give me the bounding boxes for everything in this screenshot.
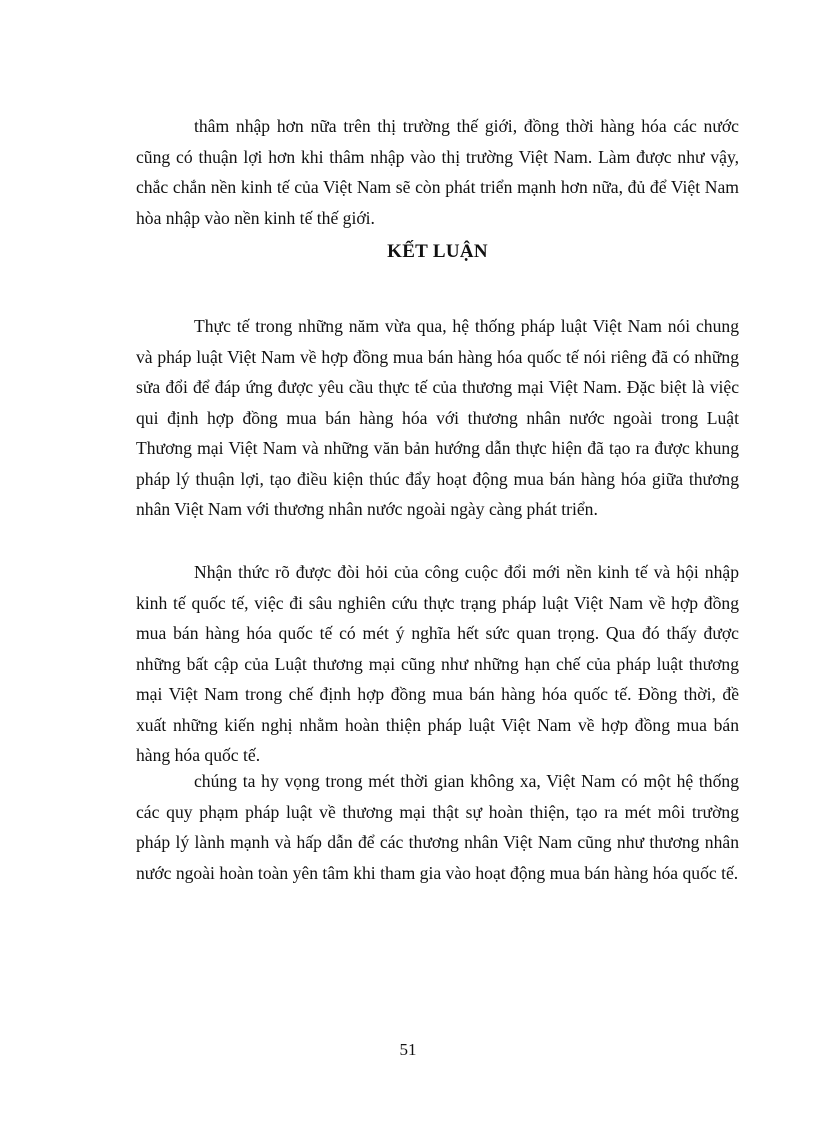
conclusion-paragraph-1: Thực tế trong những năm vừa qua, hệ thống pháp luật Việt Nam nói chung và pháp luật Việt Nam về hợp đồng mua bán hàng hóa quốc tế nói riêng đã có những sửa đổi để đáp ứng được yêu cầu thực tế của thương mại Việt Nam. Đặc biệt là việc qui định hợp đồng mua bán hàng hóa với thương nhân nước ngoài trong Luật Thương mại Việt Nam và những văn bản hướng dẫn thực hiện đã tạo ra được khung pháp lý thuận lợi, tạo điều kiện thúc đẩy hoạt động mua bán hàng hóa giữa thương nhân Việt Nam với thương nhân nước ngoài ngày càng phát triển. (136, 316, 739, 519)
intro-paragraph: thâm nhập hơn nữa trên thị trường thế giới, đồng thời hàng hóa các nước cũng có thuận lợi hơn khi thâm nhập vào thị trường Việt Nam. Làm được như vậy, chắc chắn nền kinh tế của Việt Nam sẽ còn phát triển mạnh hơn nữa, đủ để Việt Nam hòa nhập vào nền kinh tế thế giới. (136, 116, 739, 228)
conclusion-paragraph-3: chúng ta hy vọng trong mét thời gian không xa, Việt Nam có một hệ thống các quy phạm pháp luật về thương mại thật sự hoàn thiện, tạo ra mét môi trường pháp lý lành mạnh và hấp dẫn để các thương nhân Việt Nam cũng như thương nhân nước ngoài hoàn toàn yên tâm khi tham gia vào hoạt động mua bán hàng hóa quốc tế. (136, 771, 739, 883)
page-number: 51 (399, 1040, 417, 1059)
conclusion-paragraph-2: Nhận thức rõ được đòi hỏi của công cuộc đổi mới nền kinh tế và hội nhập kinh tế quốc tế, việc đi sâu nghiên cứu thực trạng pháp luật Việt Nam về hợp đồng mua bán hàng hóa quốc tế có mét ý nghĩa hết sức quan trọng. Qua đó thấy được những bất cập của Luật thương mại cũng như những hạn chế của pháp luật thương mại Việt Nam trong chế định hợp đồng mua bán hàng hóa quốc tế. Đồng thời, đề xuất những kiến nghị nhằm hoàn thiện pháp luật Việt Nam về hợp đồng mua bán hàng hóa quốc tế. (136, 562, 739, 765)
conclusion-heading: KẾT LUẬN (387, 241, 488, 262)
